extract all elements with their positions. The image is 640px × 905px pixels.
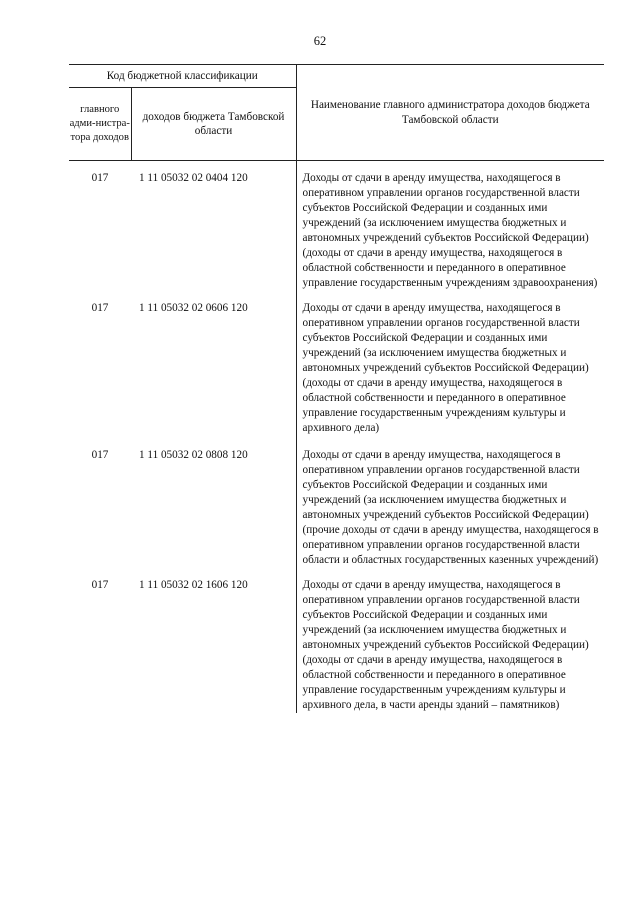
table-row (69, 438, 604, 568)
table-row (69, 291, 604, 438)
description-cell: Доходы от сдачи в аренду имущества, находящегося в оперативном управлении органов государственной власти субъектов Российской Федерации и созданных ими учреждений (за исключением имущества бюджетных и автономных учреждений субъектов Российской Федерации) (доходы от сдачи в аренду имущества, находящегося в областной собственности и переданного в оперативное управление государственным учреждениям культуры и архивного дела, в части аренды зданий – памятников) (302, 579, 589, 711)
income-code-header: доходов бюджета Тамбовской области (131, 88, 296, 161)
page-number: 62 (313, 34, 327, 48)
admin-code-cell: 017 (91, 449, 109, 461)
kbk-code-cell: 1 11 05032 02 0606 120 (131, 291, 296, 438)
description-cell: Доходы от сдачи в аренду имущества, находящегося в оперативном управлении органов государственной власти субъектов Российской Федерации и созданных ими учреждений (за исключением имущества бюджетных и автономных учреждений субъектов Российской Федерации) (доходы от сдачи в аренду имущества, находящегося в областной собственности и переданного в оперативное управление государственным учреждениям культуры и архивного дела) (302, 302, 589, 434)
description-cell: Доходы от сдачи в аренду имущества, находящегося в оперативном управлении органов государственной власти субъектов Российской Федерации и созданных ими учреждений (за исключением имущества бюджетных и автономных учреждений субъектов Российской Федерации) (прочие доходы от сдачи в аренду имущества, находящегося в оперативном управлении органов государственной власти области и областных государственных казенных учреждений) (302, 449, 599, 566)
kbk-code-cell: 1 11 05032 02 0404 120 (131, 161, 296, 292)
budget-code-group-header: Код бюджетной классификации (69, 65, 296, 88)
administrator-name-header: Наименование главного администратора доходов бюджета Тамбовской области (296, 65, 604, 161)
table-row (69, 568, 604, 713)
admin-code-cell: 017 (91, 579, 109, 591)
description-cell: Доходы от сдачи в аренду имущества, находящегося в оперативном управлении органов государственной власти субъектов Российской Федерации и созданных ими учреждений (за исключением имущества бюджетных и автономных учреждений субъектов Российской Федерации) (доходы от сдачи в аренду имущества, находящегося в областной собственности и переданного в оперативное управление государственным учреждениям здравоохранения) (302, 172, 598, 289)
budget-classification-table (69, 64, 604, 713)
kbk-code-cell: 1 11 05032 02 0808 120 (131, 438, 296, 568)
admin-code-cell: 017 (91, 172, 109, 184)
admin-code-header: главного адми-нистра-тора доходов (69, 88, 131, 161)
kbk-code-cell: 1 11 05032 02 1606 120 (131, 568, 296, 713)
table-row (69, 161, 604, 292)
admin-code-cell: 017 (91, 302, 109, 314)
